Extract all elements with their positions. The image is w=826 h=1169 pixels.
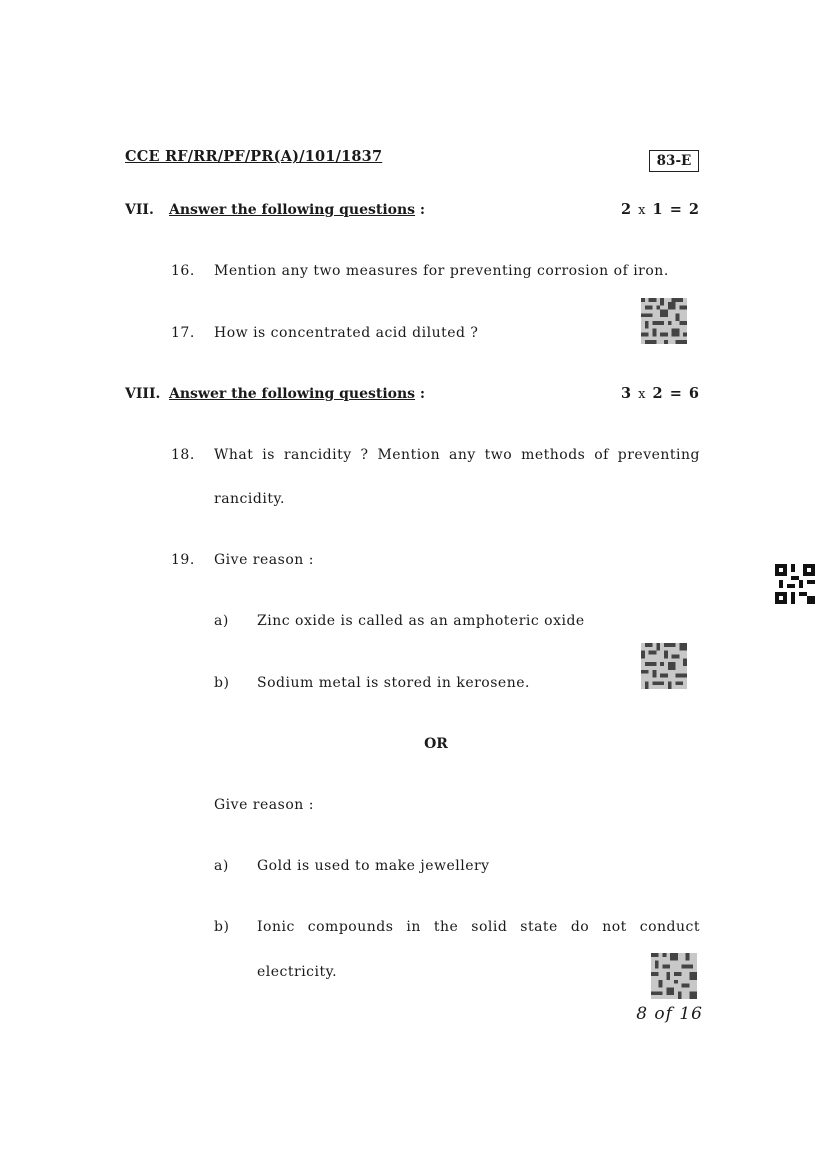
- section-marks-vii: [621, 201, 700, 218]
- section-title-text: Answer the following questions: [169, 386, 416, 402]
- question-text-16: Mention any two measures for preventing corrosion of iron.: [214, 263, 669, 279]
- marks-each: 1: [652, 201, 664, 218]
- marks-count: 3: [620, 385, 633, 402]
- question-number-19: 19.: [171, 552, 195, 568]
- qr-code-icon: [641, 298, 687, 344]
- alt-option-text-a: Gold is used to make jewellery: [257, 858, 490, 874]
- question-text-17: How is concentrated acid diluted ?: [214, 325, 479, 341]
- marks-times: x: [638, 203, 647, 218]
- alt-option-label-b: b): [214, 919, 230, 935]
- section-title-vii: [169, 202, 425, 218]
- qr-code-icon: [775, 564, 815, 604]
- alt-option-text-b-line1: Ionic compounds in the solid state do not conduct: [257, 919, 700, 935]
- alt-option-text-b-line2: electricity.: [257, 964, 338, 980]
- option-label-b: b): [214, 675, 230, 691]
- alt-option-label-a: a): [214, 858, 229, 874]
- marks-times: x: [638, 387, 647, 402]
- question-number-16: 16.: [171, 263, 195, 279]
- marks-each: 2: [652, 385, 664, 402]
- page-number: 8 of 16: [636, 1004, 703, 1024]
- question-text-18-line2: rancidity.: [214, 491, 285, 507]
- marks-total: = 6: [669, 385, 700, 402]
- question-prompt-19: Give reason :: [214, 552, 314, 568]
- alt-question-prompt: Give reason :: [214, 797, 314, 813]
- qr-code-icon: [641, 643, 687, 689]
- section-marks-viii: [621, 385, 700, 402]
- section-title-colon: :: [419, 386, 426, 402]
- marks-total: = 2: [669, 201, 700, 218]
- question-number-17: 17.: [171, 325, 195, 341]
- section-number-vii: VII.: [125, 202, 154, 218]
- paper-code-box: 83-E: [649, 150, 699, 172]
- or-separator: OR: [424, 736, 448, 752]
- exam-code: CCE RF/RR/PF/PR(A)/101/1837: [125, 148, 383, 165]
- section-title-colon: :: [419, 202, 426, 218]
- section-title-text: Answer the following questions: [169, 202, 416, 218]
- question-text-18-line1: What is rancidity ? Mention any two methods of preventing: [214, 447, 700, 463]
- option-text-b: Sodium metal is stored in kerosene.: [257, 675, 530, 691]
- section-title-viii: [169, 386, 425, 402]
- marks-count: 2: [620, 201, 633, 218]
- qr-code-icon: [651, 953, 697, 999]
- option-label-a: a): [214, 613, 229, 629]
- section-number-viii: VIII.: [125, 386, 161, 402]
- option-text-a: Zinc oxide is called as an amphoteric oxide: [257, 613, 585, 629]
- question-number-18: 18.: [171, 447, 195, 463]
